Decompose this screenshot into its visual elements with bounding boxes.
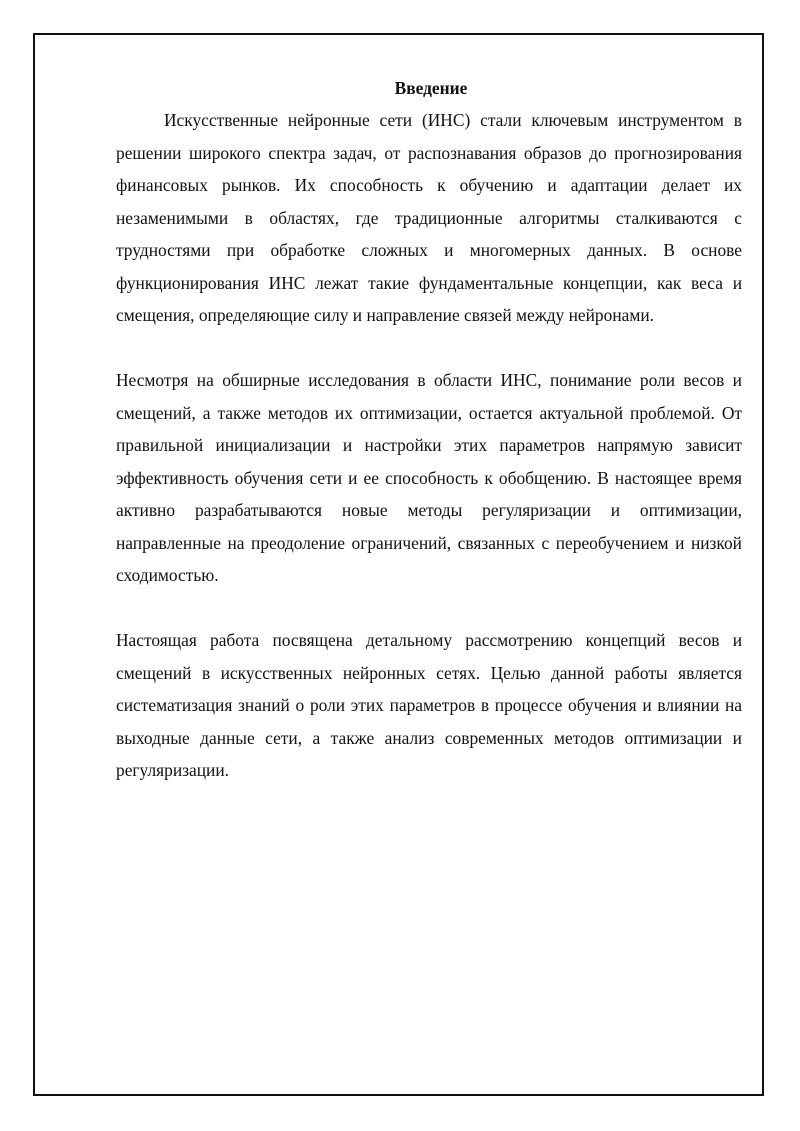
paragraph-2: Несмотря на обширные исследования в области ИНС, понимание роли весов и смещений, а также методов их оптимизации, остается актуальной проблемой. От правильной инициализации и настройки этих параметров напрямую зависит эффективность обучения сети и ее способность к обобщению. В настоящее время активно разрабатываются новые методы регуляризации и оптимизации, направленные на преодоление ограничений, связанных с переобучением и низкой сходимостью. — [116, 370, 742, 585]
paragraph-gap — [116, 592, 742, 625]
paragraph-3: Настоящая работа посвящена детальному рассмотрению концепций весов и смещений в искусственных нейронных сетях. Целью данной работы является систематизация знаний о роли этих параметров в процессе обучения и влиянии на выходные данные сети, а также анализ современных методов оптимизации и регуляризации. — [116, 630, 742, 780]
document-body — [116, 76, 742, 787]
document-title: Введение — [394, 78, 468, 98]
paragraph-gap — [116, 332, 742, 365]
paragraph-1: Искусственные нейронные сети (ИНС) стали ключевым инструментом в решении широкого спектра задач, от распознавания образов до прогнозирования финансовых рынков. Их способность к обучению и адаптации делает их незаменимыми в областях, где традиционные алгоритмы сталкиваются с трудностями при обработке сложных и многомерных данных. В основе функционирования ИНС лежат такие фундаментальные концепции, как веса и смещения, определяющие силу и направление связей между нейронами. — [116, 110, 742, 325]
